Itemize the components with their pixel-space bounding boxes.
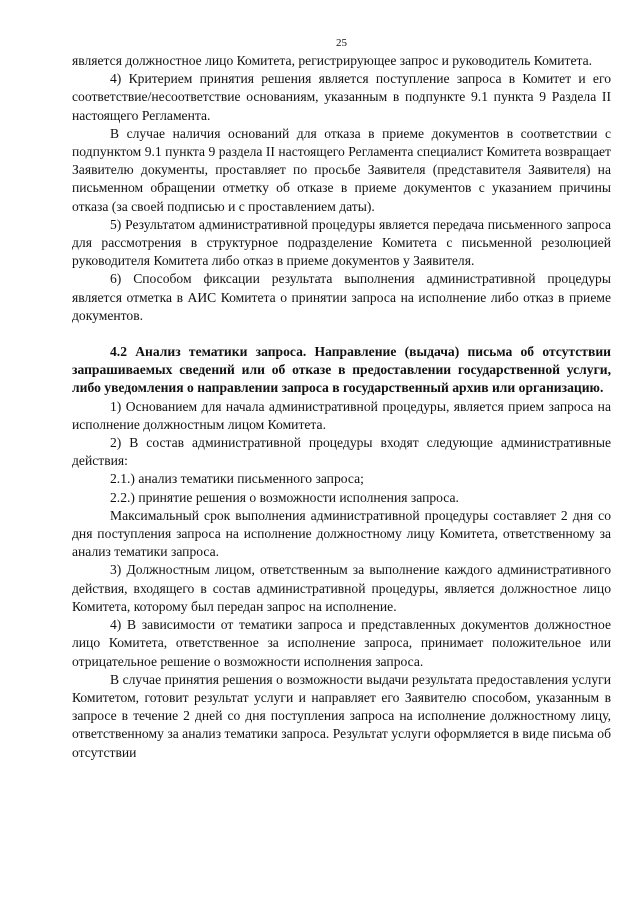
paragraph-max-duration: Максимальный срок выполнения административной процедуры составляет 2 дня со дня поступления запроса на исполнение должностному лицу Комитета, ответственному за анализ тематики запроса.	[72, 507, 611, 560]
paragraph-decision-making: 4) В зависимости от тематики запроса и представленных документов должностное лицо Комитета, ответственное за исполнение запроса, принимает положительное или отрицательное решение о возможности исполнения запроса.	[72, 617, 611, 669]
list-item-topic-analysis: 2.1.) анализ тематики письменного запроса;	[110, 471, 364, 487]
paragraph-refusal-grounds: В случае наличия оснований для отказа в приеме документов в соответствии с подпунктом 9.1 пункта 9 раздела II настоящего Регламента специалист Комитета возвращает Заявителю документы, проставляет по просьбе Заявителя (представителя Заявителя) на письменном обращении отметку об отказе в приеме документов с указанием причины отказа (за своей подписью и с проставлением даты).	[72, 125, 611, 214]
paragraph-continuation: является должностное лицо Комитета, регистрирующее запрос и руководитель Комитета.	[72, 53, 593, 68]
paragraph-result-recording: 6) Способом фиксации результата выполнения административной процедуры является отметка в АИС Комитета о принятии запроса на исполнение либо отказ в приеме документов.	[72, 271, 611, 323]
section-heading: 4.2 Анализ тематики запроса. Направление (выдача) письма об отсутствии запрашиваемых сведений или об отказе в предоставлении государственной услуги, либо уведомления о направлении запроса в государственный архив или организацию.	[72, 344, 611, 396]
paragraph-positive-decision: В случае принятия решения о возможности выдачи результата предоставления услуги Комитетом, готовит результат услуги и направляет его Заявителю способом, указанным в запросе в течение 2 дней со дня поступления запроса на исполнение должностному лицу, ответственному за анализ тематики запроса. Результат услуги оформляется в виде письма об отсутствии	[72, 671, 611, 760]
paragraph-procedure-basis: 1) Основанием для начала административной процедуры, является прием запроса на исполнение должностным лицом Комитета.	[72, 398, 611, 432]
paragraph-procedure-actions: 2) В состав административной процедуры входят следующие административные действия:	[72, 435, 611, 469]
paragraph-procedure-result: 5) Результатом административной процедуры является передача письменного запроса для рассмотрения в структурное подразделение Комитета с письменной резолюцией руководителя Комитета либо отказ в приеме документов у Заявителя.	[72, 216, 611, 269]
paragraph-responsible-official: 3) Должностным лицом, ответственным за выполнение каждого административного действия, входящего в состав административной процедуры, является должностное лицо Комитета, которому был передан запрос на исполнение.	[72, 562, 611, 614]
paragraph-decision-criterion: 4) Критерием принятия решения является поступление запроса в Комитет и его соответствие/несоответствие основаниям, указанным в подпункте 9.1 пункта 9 Раздела II настоящего Регламента.	[72, 71, 611, 123]
list-item-decision: 2.2.) принятие решения о возможности исполнения запроса.	[110, 489, 459, 505]
document-page	[72, 36, 611, 762]
page-number: 25	[336, 37, 347, 49]
